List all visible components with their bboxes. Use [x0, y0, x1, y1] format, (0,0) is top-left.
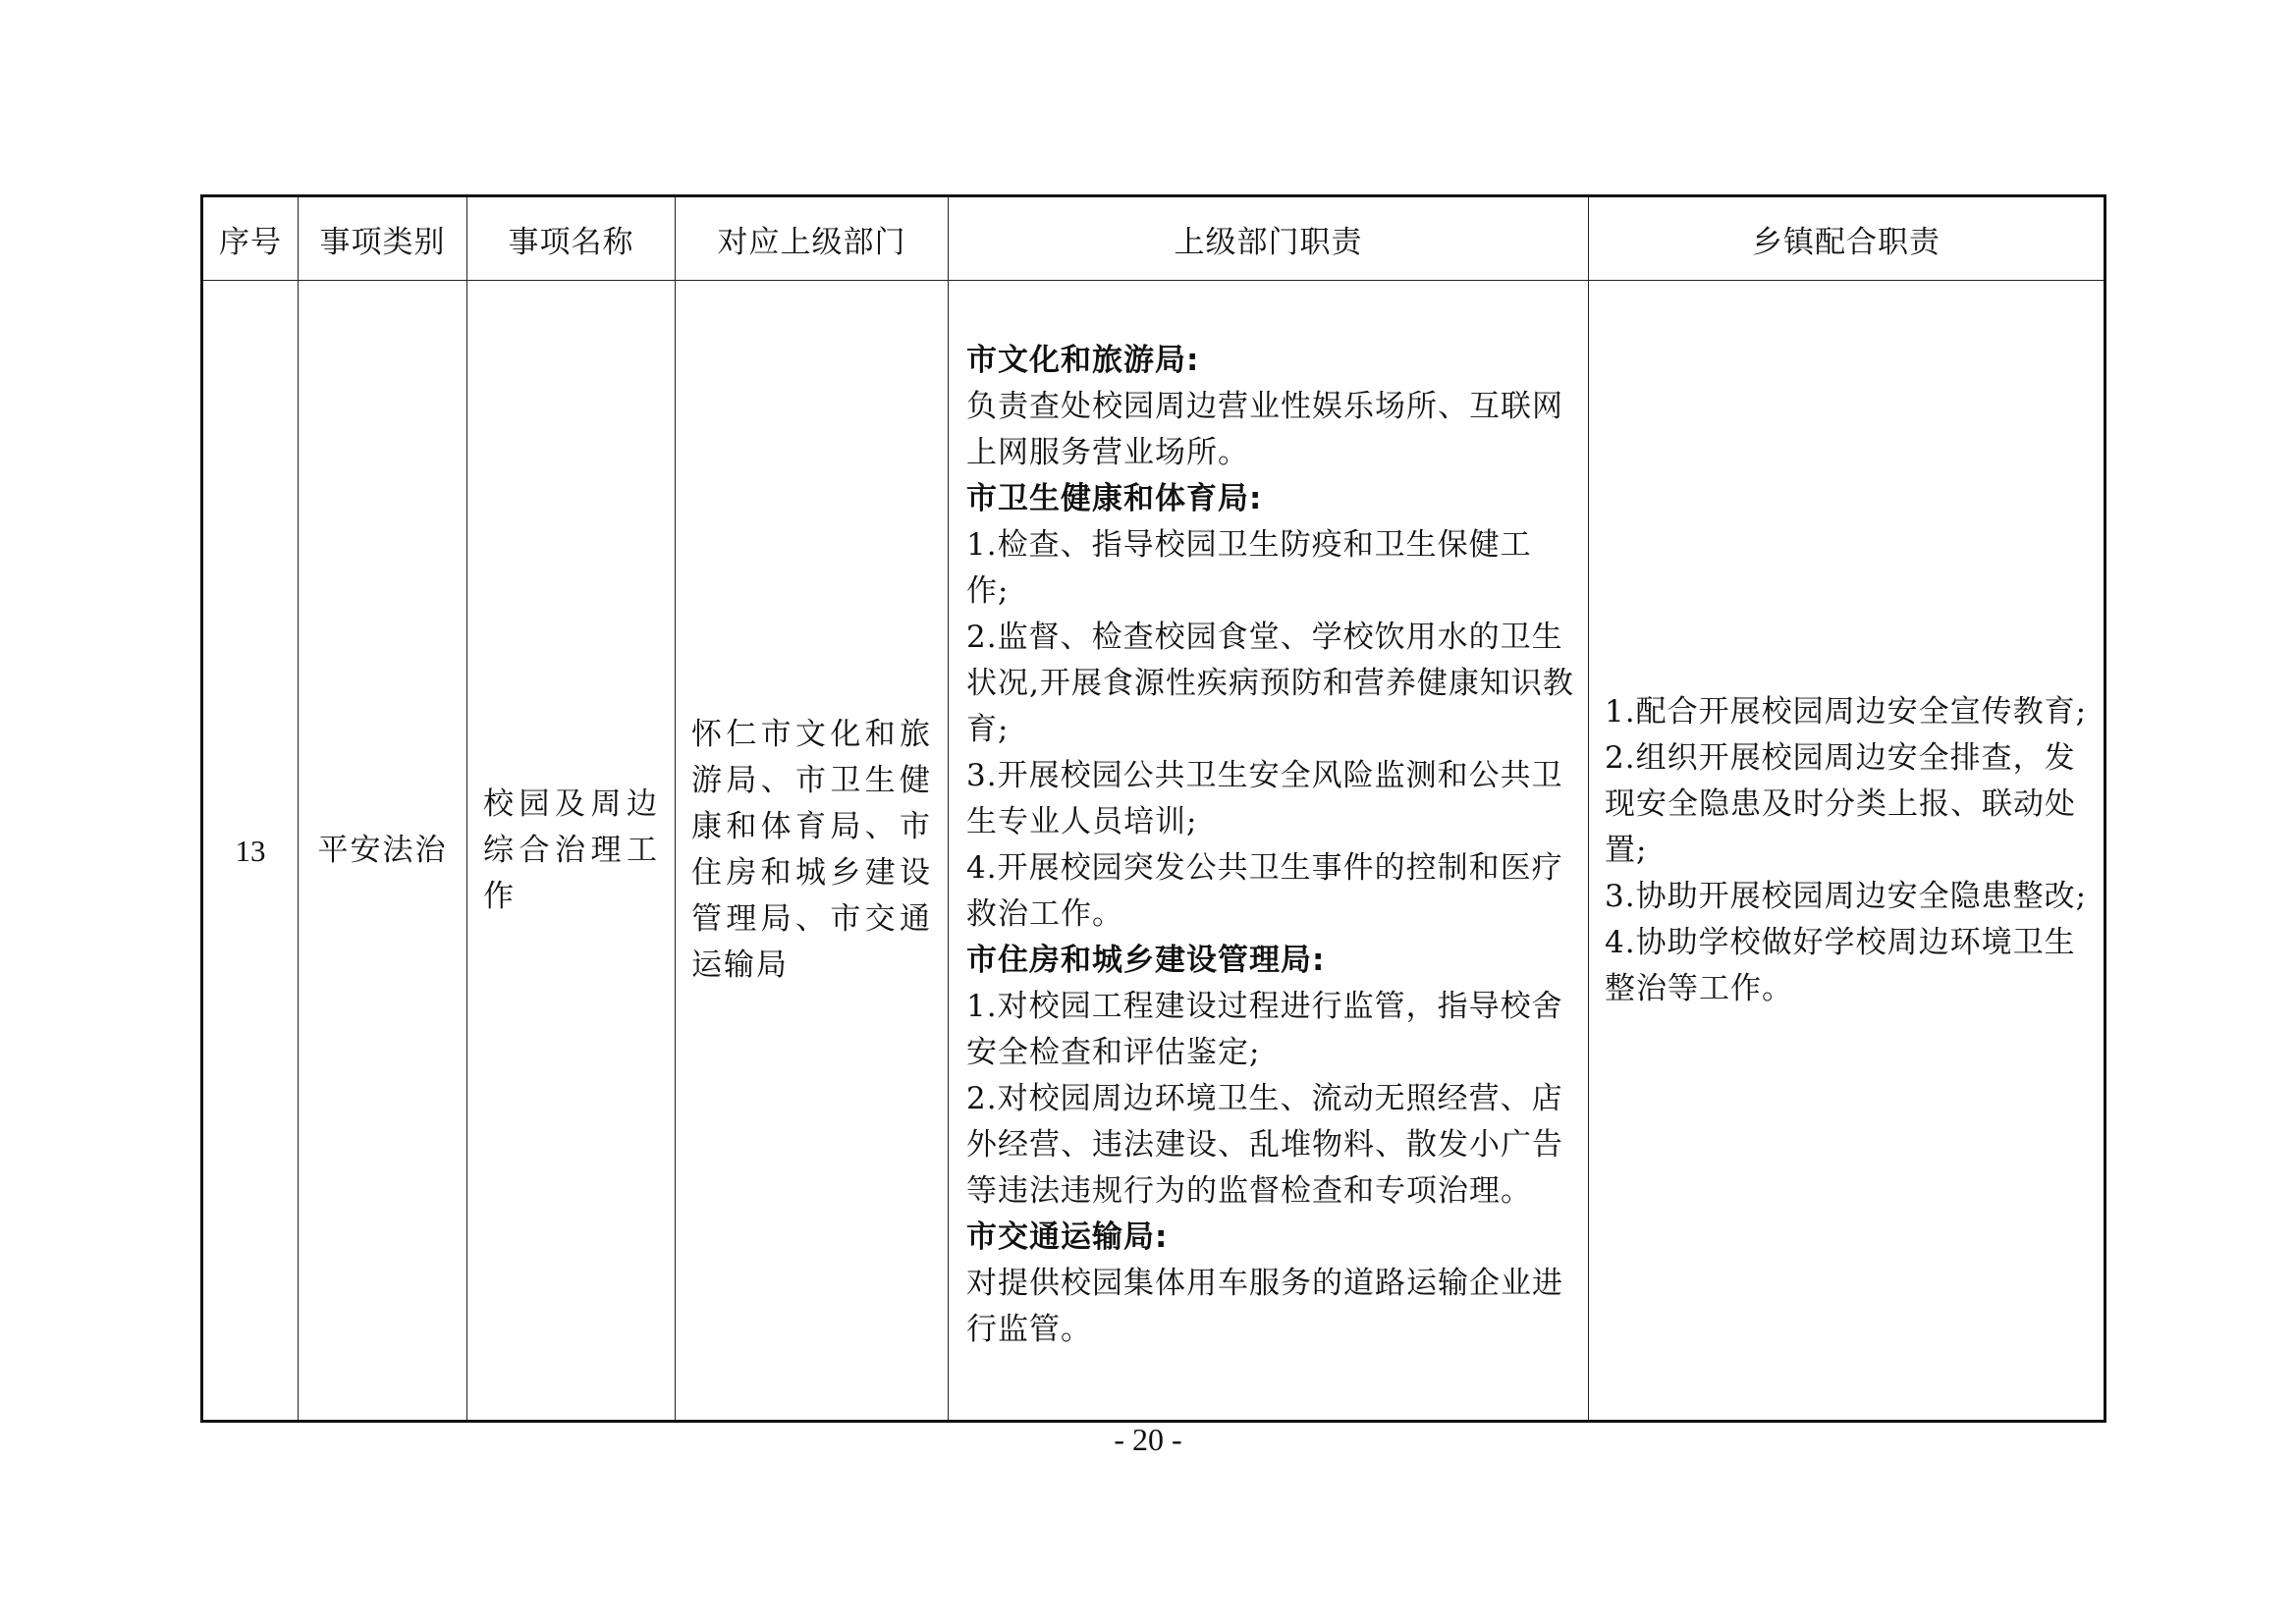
- header-category: 事项类别: [299, 196, 467, 281]
- responsibility-line: 负责查处校园周边营业性娱乐场所、互联网上网服务营业场所。: [966, 389, 1563, 470]
- responsibility-line: 1.对校园工程建设过程进行监管，指导校舍安全检查和评估鉴定;: [966, 989, 1563, 1070]
- cell-departments: 怀仁市文化和旅游局、市卫生健康和体育局、市住房和城乡建设管理局、市交通运输局: [676, 281, 949, 1422]
- responsibility-line: 1.检查、指导校园卫生防疫和卫生保健工作;: [966, 527, 1532, 609]
- cooperation-line: 1.配合开展校园周边安全宣传教育;: [1605, 693, 2088, 730]
- header-seq: 序号: [202, 196, 299, 281]
- header-superior-department: 对应上级部门: [676, 196, 949, 281]
- table-row: [202, 281, 2105, 1422]
- cooperation-line: 2.组织开展校园周边安全排查，发现安全隐患及时分类上报、联动处置;: [1605, 739, 2076, 868]
- table-header-row: [202, 196, 2105, 281]
- responsibility-line: 2.监督、检查校园食堂、学校饮用水的卫生状况,开展食源性疾病预防和营养健康知识教育;: [966, 620, 1574, 747]
- responsibility-dept-heading: 市住房和城乡建设管理局:: [966, 943, 1326, 978]
- cell-item-name: 校园及周边综合治理工作: [467, 281, 676, 1422]
- cooperation-line: 4.协助学校做好学校周边环境卫生整治等工作。: [1605, 924, 2076, 1006]
- header-item-name: 事项名称: [467, 196, 676, 281]
- responsibility-dept-heading: 市文化和旅游局:: [966, 343, 1200, 378]
- cell-responsibilities: [949, 281, 1589, 1422]
- header-superior-responsibilities: 上级部门职责: [949, 196, 1589, 281]
- responsibility-line: 对提供校园集体用车服务的道路运输企业进行监管。: [966, 1266, 1563, 1347]
- duty-table: [200, 194, 2106, 1423]
- responsibility-line: 3.开展校园公共卫生安全风险监测和公共卫生专业人员培训;: [966, 758, 1563, 839]
- responsibility-line: 4.开展校园突发公共卫生事件的控制和医疗救治工作。: [966, 850, 1563, 932]
- header-township-cooperation: 乡镇配合职责: [1589, 196, 2105, 281]
- responsibility-dept-heading: 市卫生健康和体育局:: [966, 481, 1263, 516]
- cell-seq: 13: [202, 281, 299, 1422]
- page-number: - 20 -: [1114, 1422, 1182, 1457]
- responsibility-dept-heading: 市交通运输局:: [966, 1219, 1169, 1255]
- responsibility-line: 2.对校园周边环境卫生、流动无照经营、店外经营、违法建设、乱堆物料、散发小广告等违法违规行为的监督检查和专项治理。: [966, 1081, 1563, 1209]
- cell-category: 平安法治: [299, 281, 467, 1422]
- cooperation-line: 3.协助开展校园周边安全隐患整改;: [1605, 878, 2088, 914]
- cell-cooperation: [1589, 281, 2105, 1422]
